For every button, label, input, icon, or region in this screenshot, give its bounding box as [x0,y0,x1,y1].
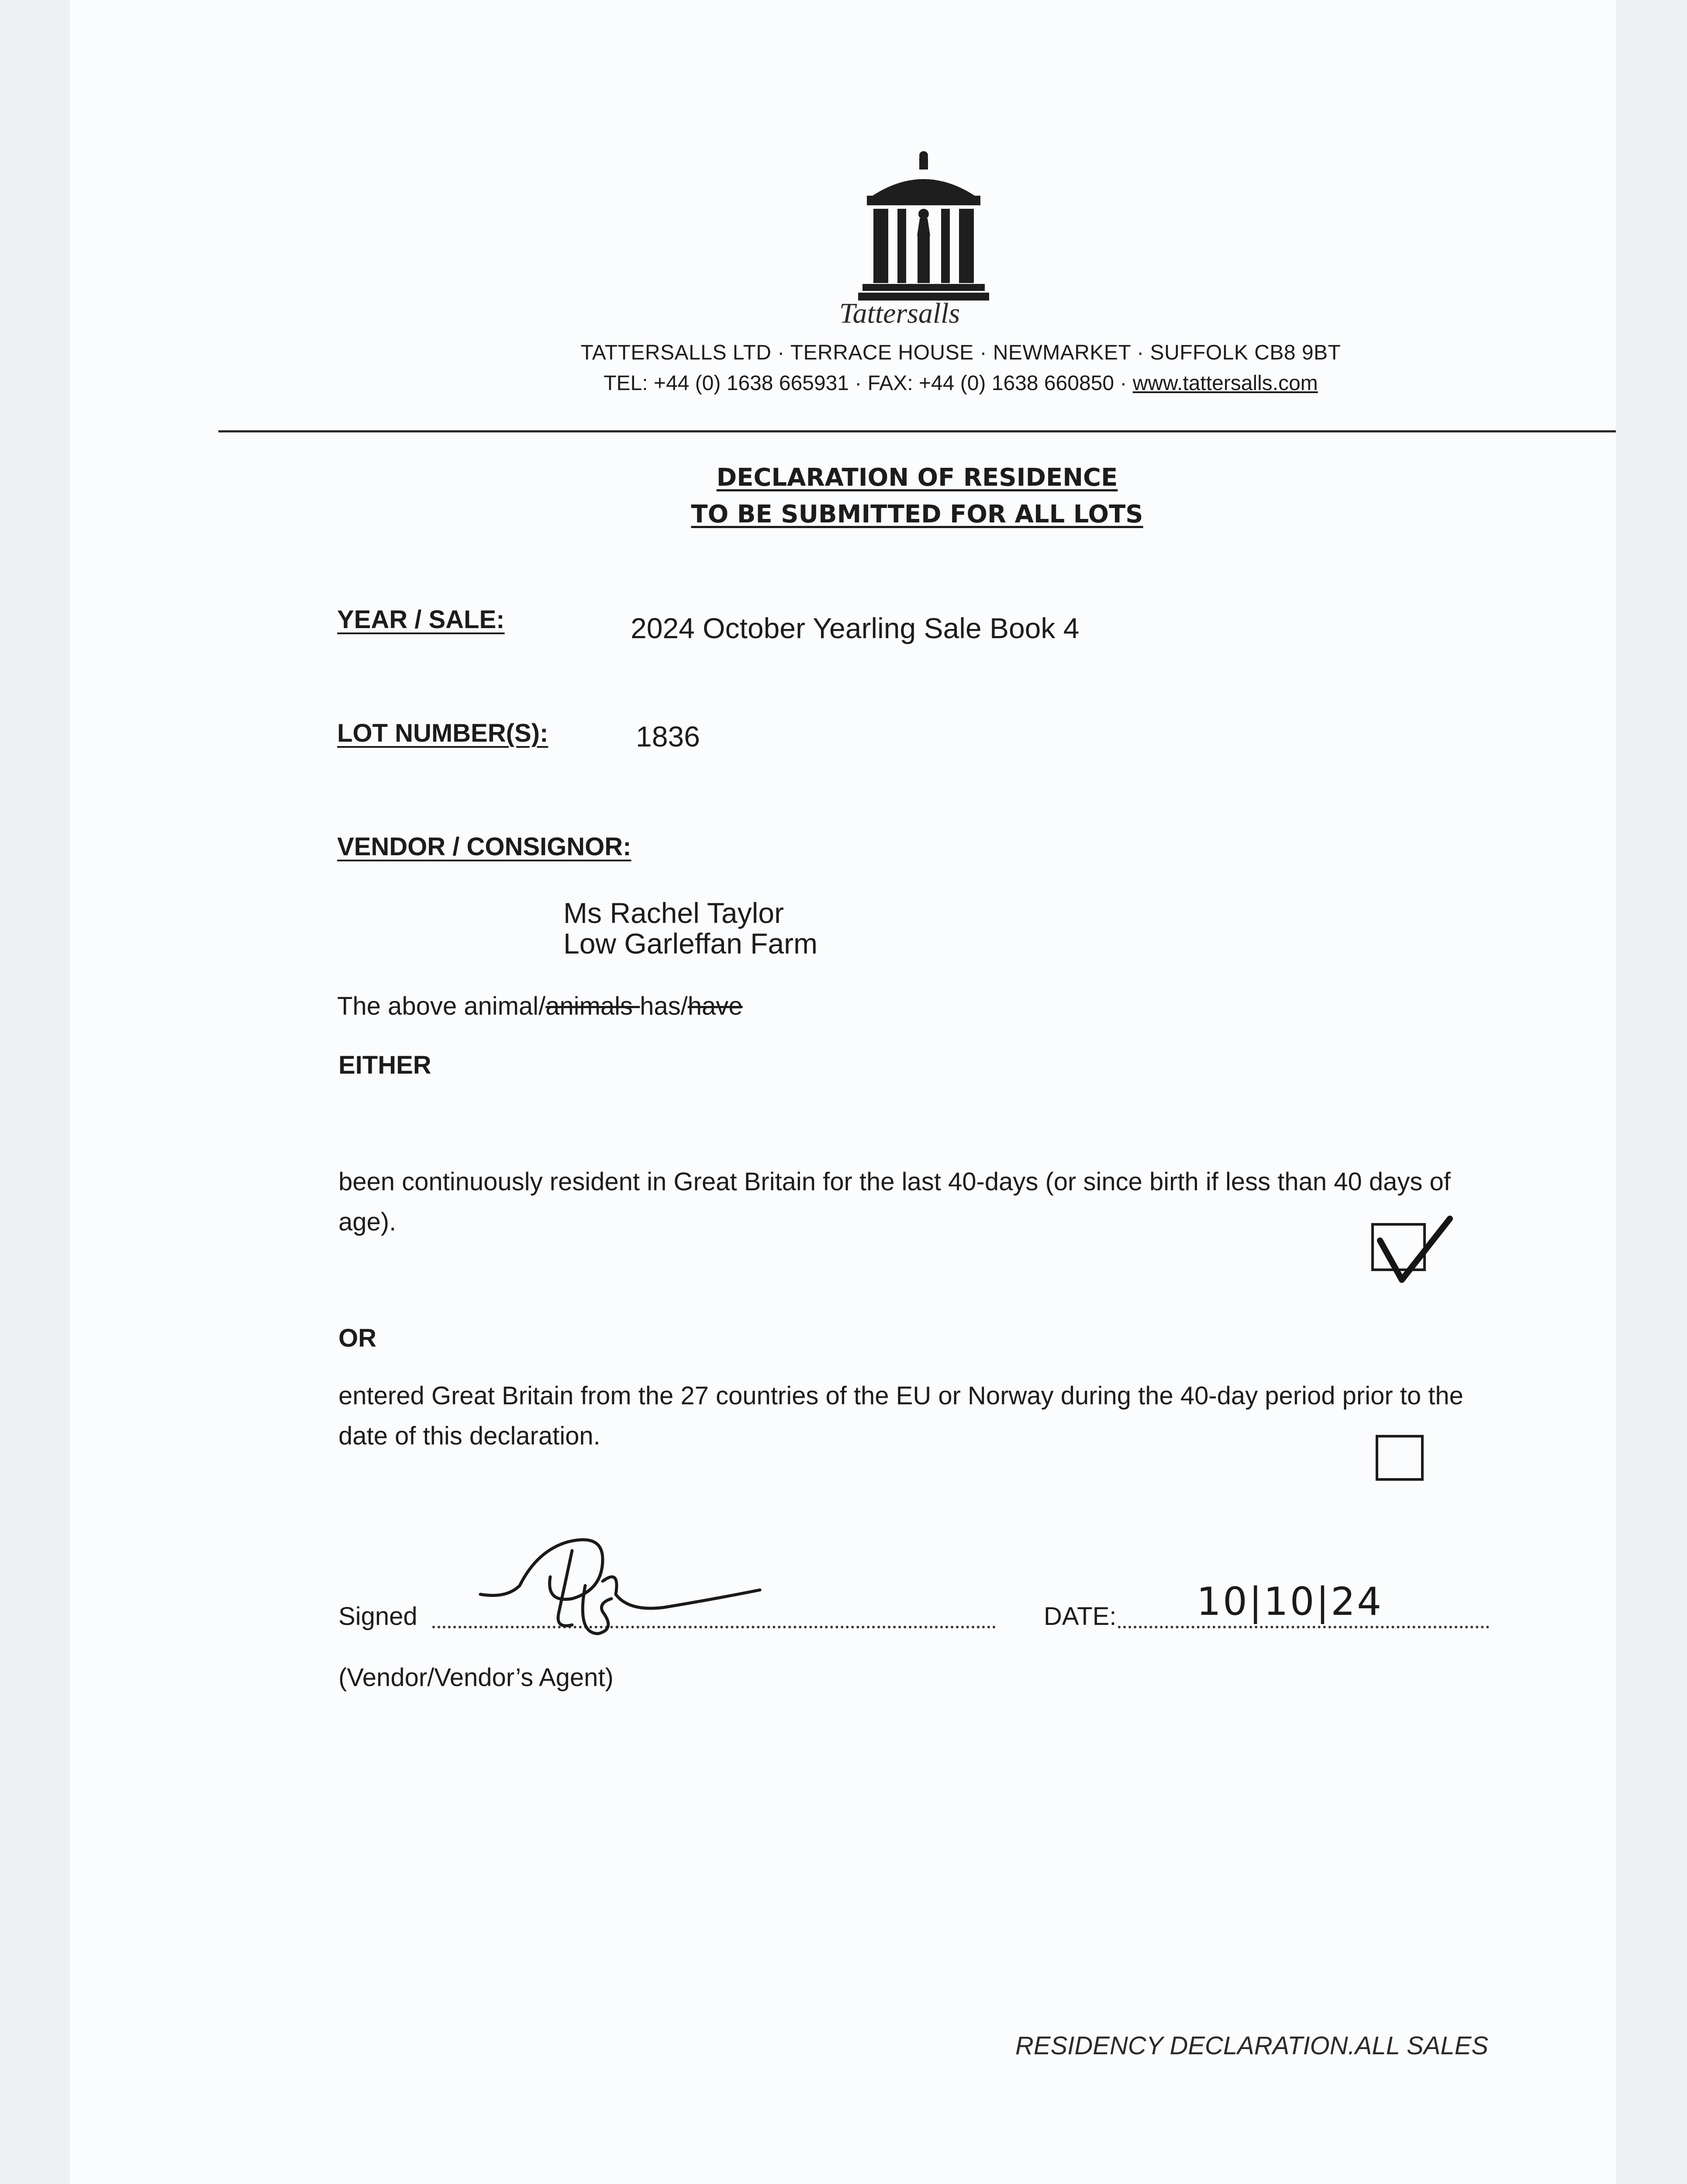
footer-reference: RESIDENCY DECLARATION.ALL SALES [1015,2032,1489,2060]
header-divider [218,430,1616,432]
animal-statement [337,986,743,1026]
or-label: OR [338,1324,376,1352]
vendor-label: VENDOR / CONSIGNOR: [337,833,631,861]
brand-name: Tattersalls [839,297,960,329]
signed-label: Signed [338,1602,417,1631]
website-link[interactable]: www.tattersalls.com [1132,372,1318,395]
year-sale-label: YEAR / SALE: [337,605,505,634]
vendor-name: Ms Rachel Taylor [563,897,784,929]
title-line-1: DECLARATION OF RESIDENCE [716,463,1118,492]
option-2-checkbox[interactable] [1376,1435,1424,1481]
handwritten-signature [472,1524,769,1651]
lot-number-label: LOT NUMBER(S): [337,719,549,747]
option-1-text: been continuously resident in Great Britain for the last 40-days (or since birth if less than 40 days of age). [338,1168,1451,1236]
struck-animals: animals [545,992,640,1020]
statement-has: has/ [640,992,688,1020]
tattersalls-logo [854,149,994,306]
date-label: DATE: [1044,1602,1117,1631]
either-label: EITHER [338,1051,431,1079]
letterhead-address: TATTERSALLS LTD · TERRACE HOUSE · NEWMARKET · SUFFOLK CB8 9BT [580,341,1341,364]
year-sale-value: 2024 October Yearling Sale Book 4 [631,612,1080,644]
signer-role: (Vendor/Vendor’s Agent) [338,1663,614,1692]
option-2-text: entered Great Britain from the 27 countries of the EU or Norway during the 40-day period prior to the date of this declaration. [338,1382,1463,1450]
lot-number-value: 1836 [636,720,700,753]
date-line [1118,1626,1489,1628]
checkmark-icon [1376,1214,1454,1289]
statement-prefix: The above animal/ [337,992,546,1020]
title-line-2: TO BE SUBMITTED FOR ALL LOTS [691,500,1143,529]
letterhead-contact [437,371,1485,395]
date-value: 10|10|24 [1197,1579,1383,1624]
vendor-farm: Low Garleffan Farm [563,927,818,960]
struck-have: have [687,992,743,1020]
document-title [437,460,1397,533]
temple-logo-icon [854,149,994,306]
phone-fax: TEL: +44 (0) 1638 665931 · FAX: +44 (0) 1638 660850 · [604,372,1133,395]
